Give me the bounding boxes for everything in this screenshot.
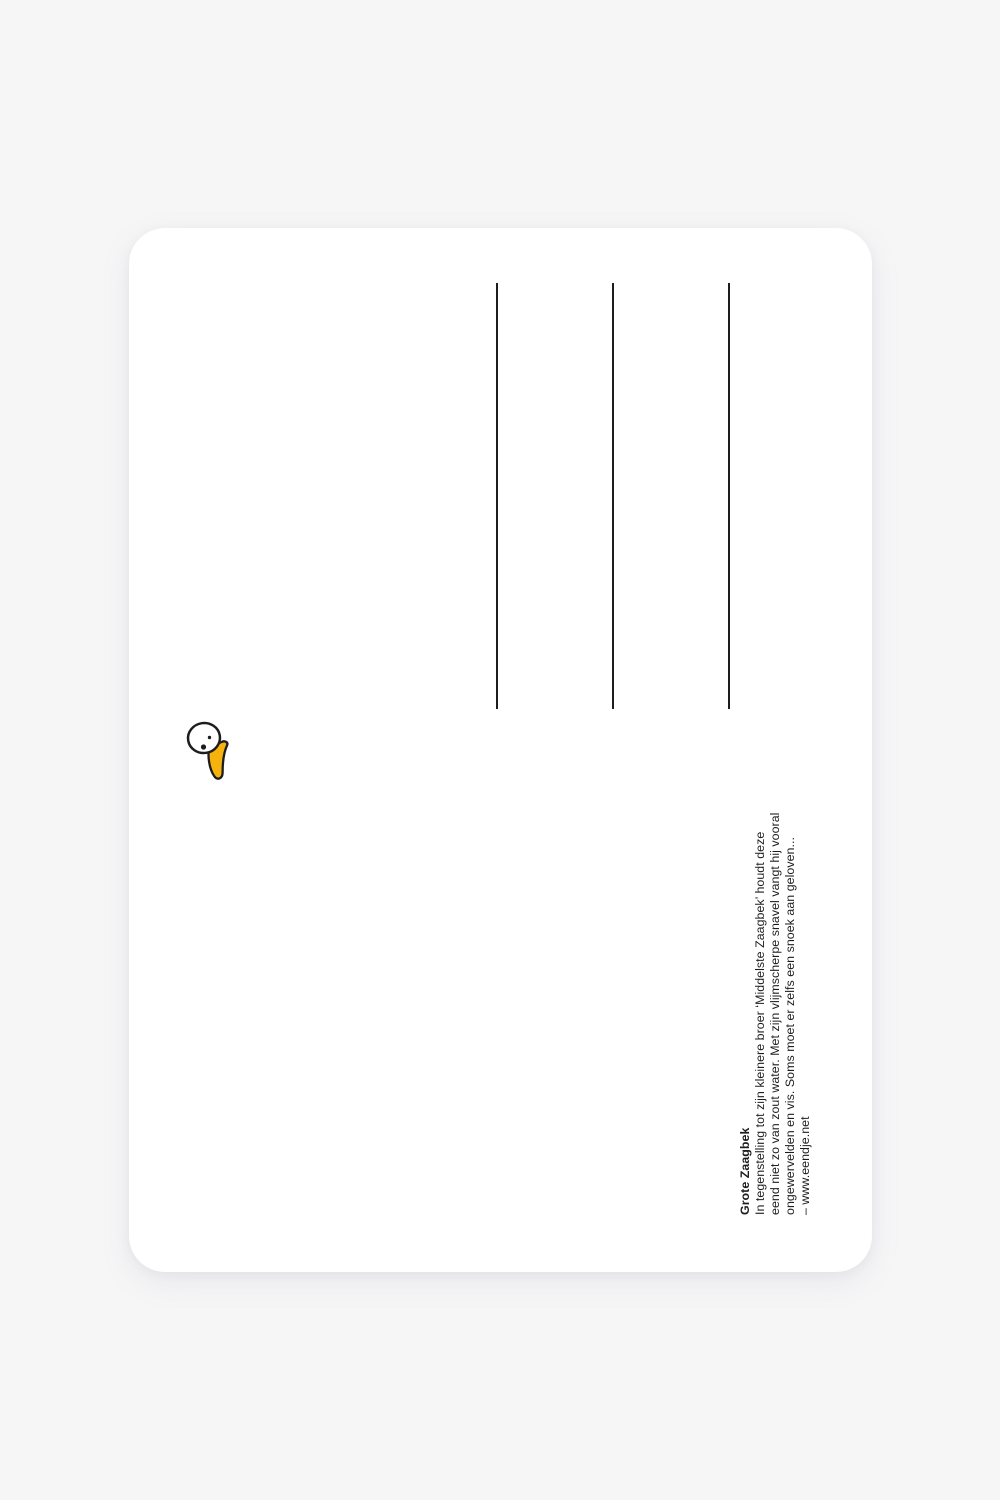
caption-line: ongewervelden en vis. Soms moet er zelfs een snoek aan geloven... [783,837,797,1215]
duck-nostril-dot [201,744,206,749]
caption-title: Grote Zaagbek [738,1127,752,1215]
caption-line: eend niet zo van zout water. Met zijn vlijmscherpe snavel vangt hij vooral [768,812,782,1215]
address-line [496,283,498,709]
caption-line: In tegenstelling tot zijn kleinere broer ‘Middelste Zaagbek’ houdt deze [753,831,767,1215]
caption-website: – www.eendje.net [798,1116,812,1215]
postcard-back [129,228,872,1272]
caption-block [738,795,818,1215]
address-line [728,283,730,709]
duck-eye-dot [208,736,211,739]
address-line [612,283,614,709]
duck-logo-icon [179,715,249,790]
